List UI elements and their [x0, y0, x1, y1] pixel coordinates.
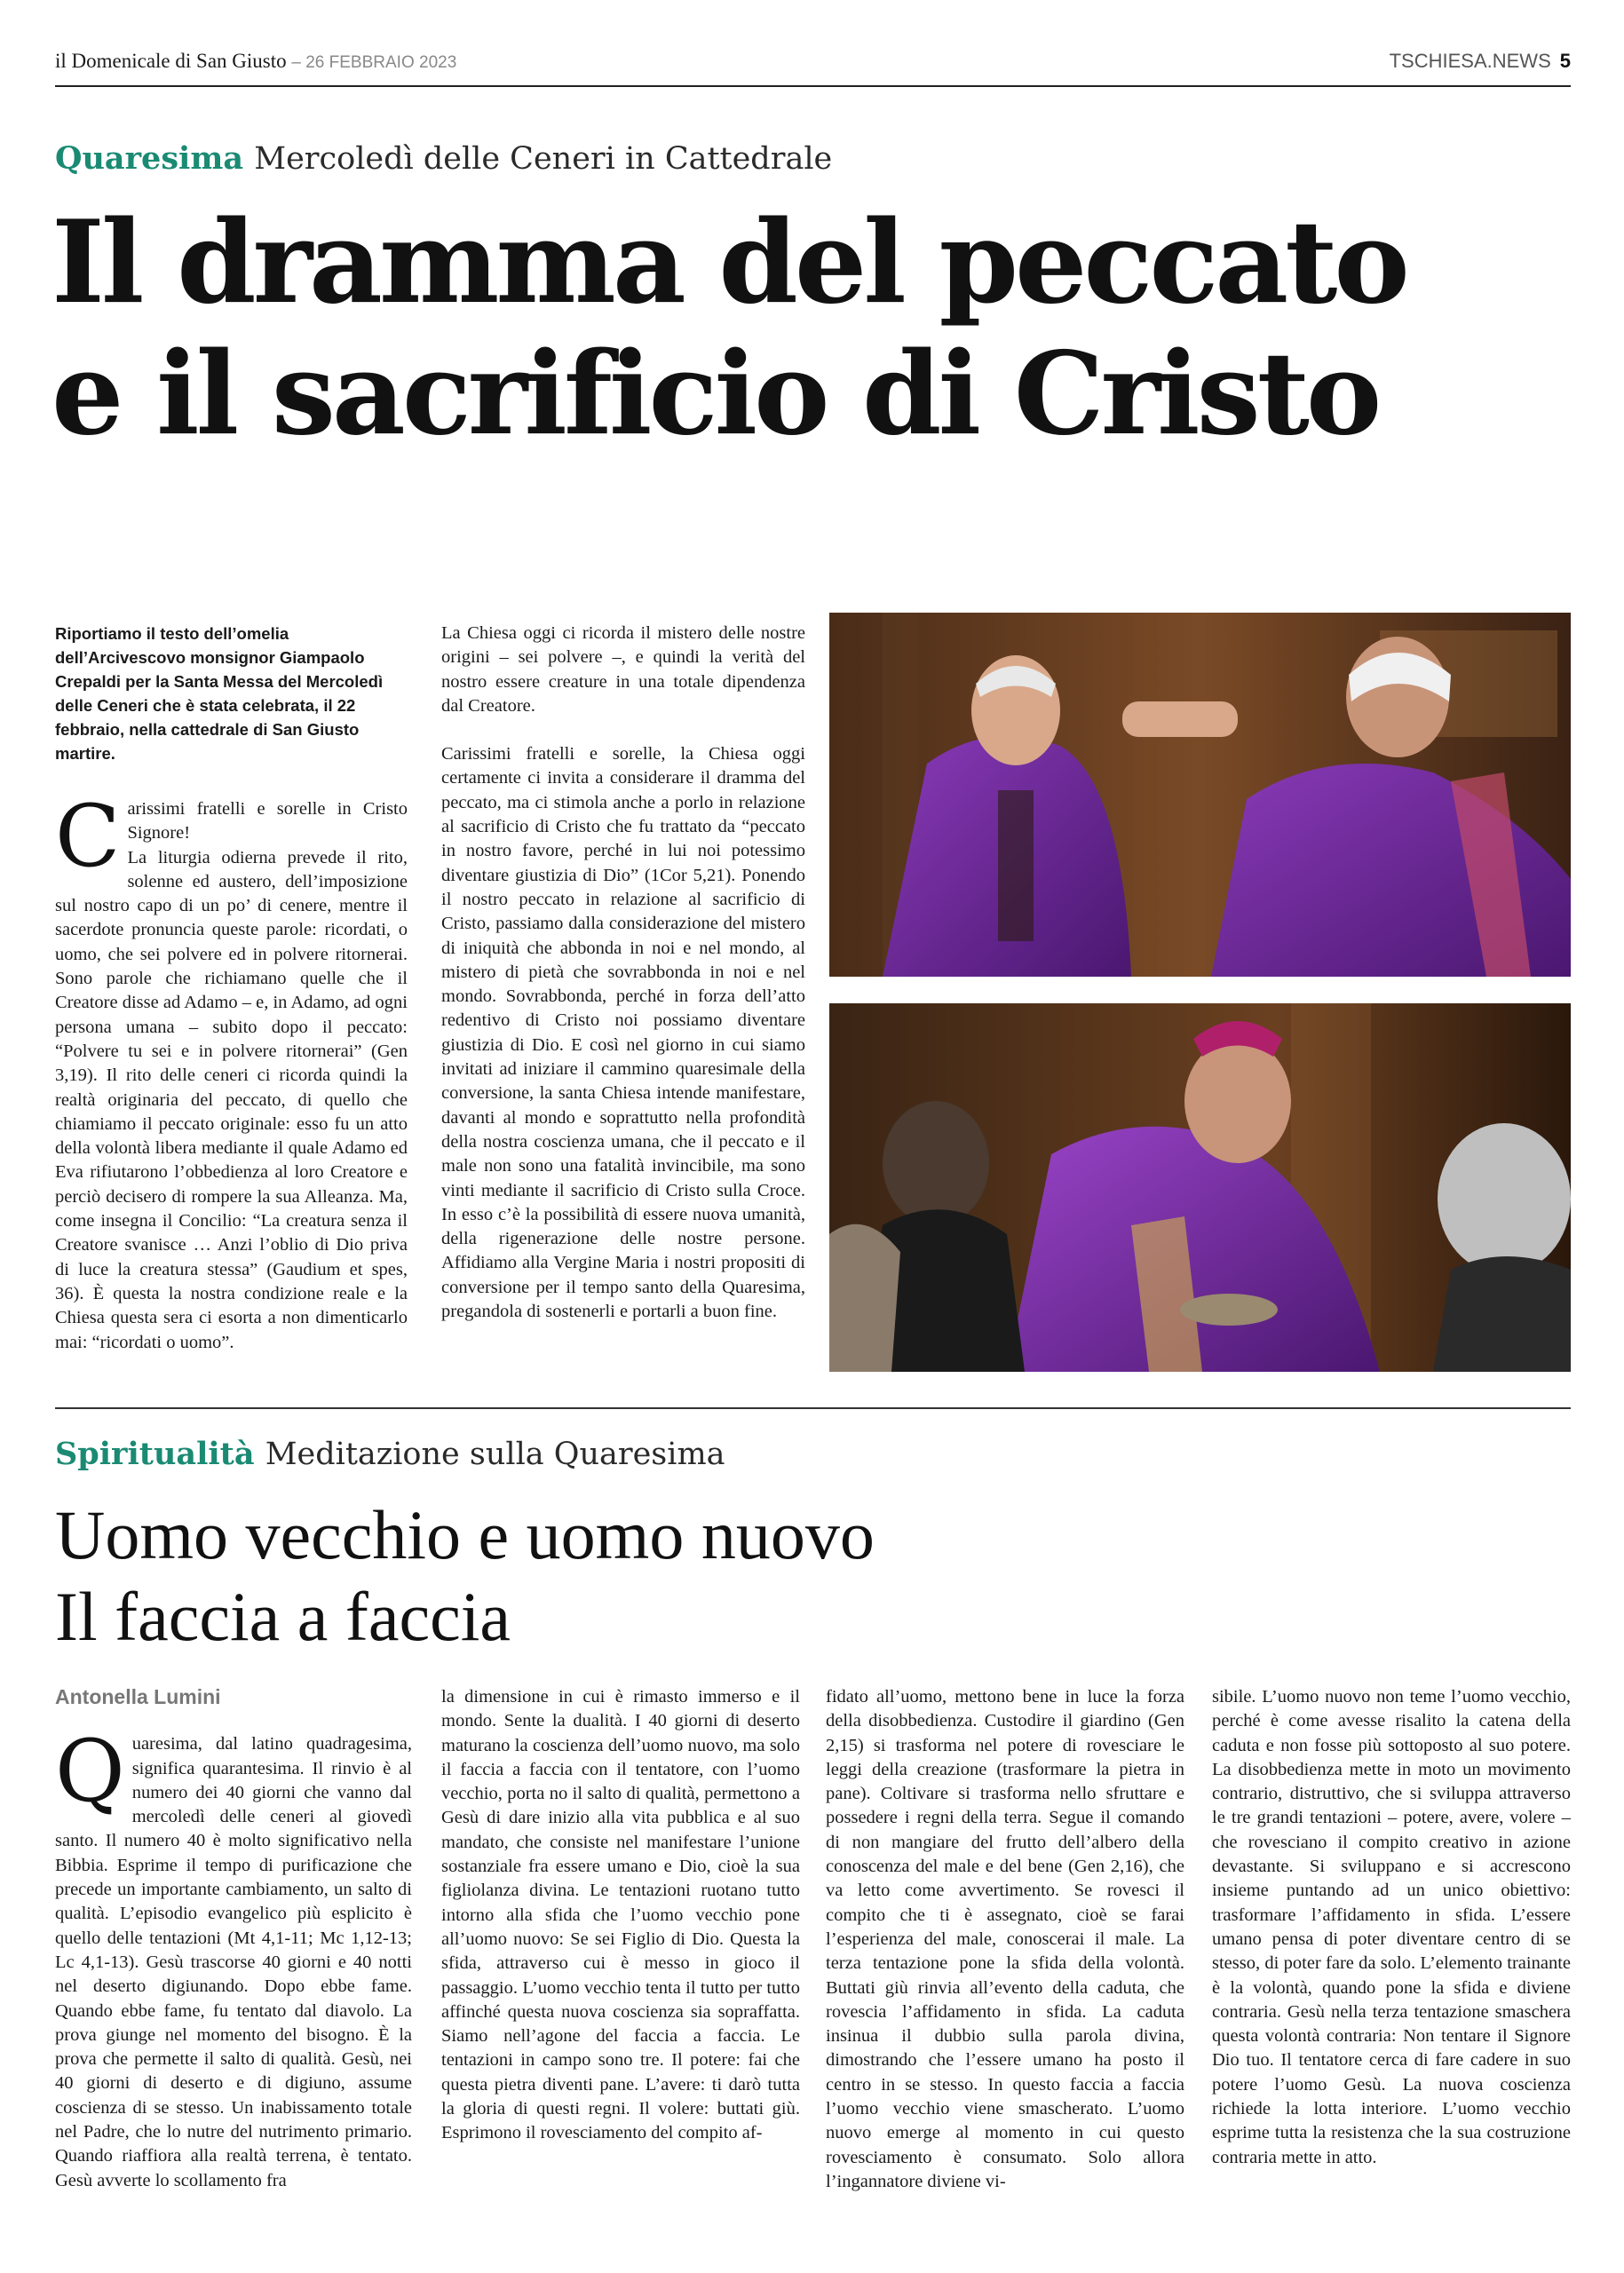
- article1-kicker: [55, 140, 832, 177]
- article1-lead: Riportiamo il testo dell’omelia dell’Arcivescovo monsignor Giampaolo Crepaldi per la Santa Messa del Mercoledì delle Ceneri che è stata celebrata, il 22 febbraio, nella cattedrale di San Giusto martire.: [55, 624, 384, 763]
- photo-bishop-imposing-ashes: [829, 613, 1571, 977]
- article2-category: Spiritualità: [55, 1436, 255, 1472]
- article1-headline-line1: Il dramma del peccato: [51, 196, 1406, 329]
- site-link[interactable]: TSCHIESA.NEWS: [1389, 50, 1551, 72]
- photo-archbishop-with-faithful: [829, 1003, 1571, 1372]
- article2-column3-text: fidato all’uomo, mettono bene in luce la forza della disobbedienza. Custodire il giardino (Gen 2,15) si trasforma nel potere di rovesciare le leggi della creazione (trasformare la pietra in pane). Coltivare si trasforma nello sfruttare e possedere i regni della terra. Segue il comando di non mangiare del frutto dell’albero della conoscenza del male e del bene (Gen 2,16), che va letto come avvertimento. Se rovesci il compito che ti è assegnato, cioè se farai l’esperienza del male, conoscerai il male. La terza tentazione pone la sfida della volontà. Buttati giù rinvia all’evento della caduta, che rovescia l’affidamento in sfida. La caduta insinua il dubbio sulla parola divina, dimostrando che l’essere umano ha posto il centro in se stesso. In questo faccia a faccia l’uomo vecchio viene smascherato. L’uomo nuovo emerge al momento in cui questo rovesciamento è consumato. Solo allora l’ingannatore diviene vi-: [826, 1687, 1184, 2191]
- newspaper-name: il Domenicale di San Giusto: [55, 50, 287, 72]
- article1-headline: [51, 197, 1517, 460]
- article2-column1-text: uaresima, dal latino quadragesima, significa quarantesima. Il rinvio è al numero dei 40 giorni che vanno dal mercoledì delle ceneri al giovedì santo. Il numero 40 è molto significativo nella Bibbia. Esprime il tempo di purificazione che precede un importante cambiamento, un salto di qualità. L’episodio evangelico più esplicito è quello delle tentazioni (Mt 4,1-11; Mc 1,12-13; Lc 4,1-13). Gesù trascorse 40 giorni e 40 notti nel deserto digiunando. Dopo ebbe fame. Quando ebbe fame, fu tentato dal diavolo. La prova giunge nel momento del bisogno. È la prova che permette il salto di qualità. Gesù, nei 40 giorni di deserto e di digiuno, assume coscienza di se stesso. Un inabissamento totale nel Padre, che lo nutre del nutrimento primario. Quando riaffiora alla realtà terrena, è tentato. Gesù avverte lo scollamento fra: [55, 1734, 412, 2190]
- article2-column4: [1212, 1685, 1571, 2170]
- photo2-illustration: [829, 1003, 1571, 1372]
- photo1-illustration: [829, 613, 1571, 977]
- article2-kicker: [55, 1436, 725, 1472]
- article1-dropcap: C: [55, 787, 121, 886]
- issue-date: – 26 FEBBRAIO 2023: [291, 53, 457, 72]
- article1-column1: [55, 622, 408, 1355]
- section-divider: [55, 1407, 1571, 1409]
- article2-column3: [826, 1685, 1184, 2194]
- article2-dropcap: Q: [55, 1722, 125, 1822]
- article2-column2: [441, 1685, 800, 2146]
- article1-paragraph4: Carissimi fratelli e sorelle, la Chiesa oggi certamente ci invita a considerare il dramma del peccato, ma ci stimola anche a porlo in relazione al sacrificio di Cristo che fu trattato da “peccato in nostro favore, perché in lui noi potessimo diventare giustizia di Dio” (1Cor 5,21). Ponendo il nostro peccato in relazione al sacrificio di Cristo, passiamo dalla considerazione del mistero di iniquità che abbonda in noi e nel mondo, al mistero di pietà che sovrabbonda in noi e nel mondo. Sovrabbonda, perché in forza dell’atto redentivo di Cristo noi possiamo diventare giustizia di Dio. E così nel giorno in cui siamo invitati ad iniziare il cammino quaresimale della conversione, la santa Chiesa intende manifestare, davanti al mondo e soprattutto nella profondità della nostra coscienza umana, che il peccato e il male non sono una fatalità invincibile, ma sono vinti mediante il sacrificio di Cristo sulla Croce. In esso c’è la possibilità di essere nuova umanità, della rigenerazione delle nostre persone. Affidiamo alla Vergine Maria i nostri propositi di conversione per il tempo santo della Quaresima, pregandola di sostenerli e portarli a buon fine.: [441, 744, 805, 1322]
- article1-paragraph3: La Chiesa oggi ci ricorda il mistero delle nostre origini – sei polvere –, e quindi la verità del nostro essere creature in una totale dipendenza dal Creatore.: [441, 623, 805, 716]
- page-number: 5: [1559, 50, 1571, 72]
- article1-paragraph2: La liturgia odierna prevede il rito, solenne ed austero, dell’imposizione sul nostro capo di un po’ di cenere, mentre il sacerdote pronuncia queste parole: ricordati, o uomo, che sei polvere ed in polvere ritornerai. Sono parole che richiamano quelle che il Creatore disse ad Adamo – e, in Adamo, ad ogni persona umana – subito dopo il peccato: “Polvere tu sei e in polvere ritornerai” (Gen 3,19). Il rito delle ceneri ci ricorda quindi la realtà originaria del peccato, di quello che chiamiamo il peccato originale: esso fu un atto della volontà libera mediante il quale Adamo ed Eva rifiutarono l’obbedienza al loro Creatore e perciò decisero di rompere la sua Alleanza. Ma, come insegna il Concilio: “La creatura senza il Creatore svanisce … Anzi l’oblio di Dio priva di luce la creatura stessa” (Gaudium et spes, 36). È questa la nostra condizione reale e la Chiesa questa sera ci esorta a non dimenticarlo mai: “ricordati o uomo”.: [55, 847, 408, 1352]
- article2-column4-text: sibile. L’uomo nuovo non teme l’uomo vecchio, perché è come avesse risalito la catena della caduta e non fosse più sottoposto al suo potere. La disobbedienza mette in moto un movimento contrario, distruttivo, che si sviluppa attraverso le tre grandi tentazioni – potere, avere, volere – che rovesciano il compito creativo in azione devastante. Si sviluppano e si accrescono insieme puntando ad un unico obiettivo: trasformare l’affidamento in sfida. L’essere umano pensa di poter diventare centro di se stesso, di poter fare da solo. L’elemento trainante è la volontà, quando pone la sfida e diviene contraria. Gesù nella terza tentazione smaschera questa volontà contraria: Non tentare il Signore Dio tuo. Il tentatore cerca di fare cadere in suo potere l’uomo Gesù. La nuova coscienza richiede la lotta interiore. L’uomo vecchio esprime tutta la resistenza che la sua costruzione contraria mette in atto.: [1212, 1687, 1571, 2167]
- article2-author: Antonella Lumini: [55, 1685, 221, 1708]
- article2-column2-text: la dimensione in cui è rimasto immerso e il mondo. Sente la dualità. I 40 giorni di deserto maturano la coscienza dell’uomo nuovo, ma solo il faccia a faccia con il tentatore, con l’uomo vecchio, porta no il salto di qualità, permettono a Gesù di dare inizio alla vita pubblica e al suo mandato, che consiste nel manifestare l’unione sostanziale fra essere umano e Dio, cioè la sua figliolanza divina. Le tentazioni ruotano tutto intorno alla sfida che l’uomo vecchio pone all’uomo nuovo: Se sei Figlio di Dio. Questa la sfida, attraverso cui è messo in gioco il passaggio. L’uomo vecchio tenta il tutto per tutto affinché questa nuova coscienza sia sopraffatta. Siamo nell’agone del faccia a faccia. Le tentazioni in campo sono tre. Il potere: fai che questa pietra diventi pane. L’avere: ti darò tutta la gloria di questi regni. Il volere: buttati giù. Esprimono il rovesciamento del compito af-: [441, 1687, 800, 2143]
- article1-subtitle: Mercoledì delle Ceneri in Cattedrale: [254, 141, 833, 177]
- article2-subtitle: Meditazione sulla Quaresima: [265, 1437, 725, 1472]
- site-and-page: [1390, 50, 1571, 73]
- newspaper-masthead: [55, 50, 456, 73]
- article1-category: Quaresima: [55, 140, 244, 177]
- page-header: [55, 46, 1571, 87]
- article2-headline-line1: Uomo vecchio e uomo nuovo: [55, 1496, 875, 1573]
- article2-column1: [55, 1685, 412, 2193]
- article2-headline: [55, 1494, 1209, 1658]
- article1-column2: [441, 622, 805, 1324]
- article1-paragraph1: arissimi fratelli e sorelle in Cristo Signore!: [127, 799, 408, 843]
- article1-headline-line2: e il sacrificio di Cristo: [51, 328, 1379, 461]
- article2-headline-line2: Il faccia a faccia: [55, 1578, 511, 1655]
